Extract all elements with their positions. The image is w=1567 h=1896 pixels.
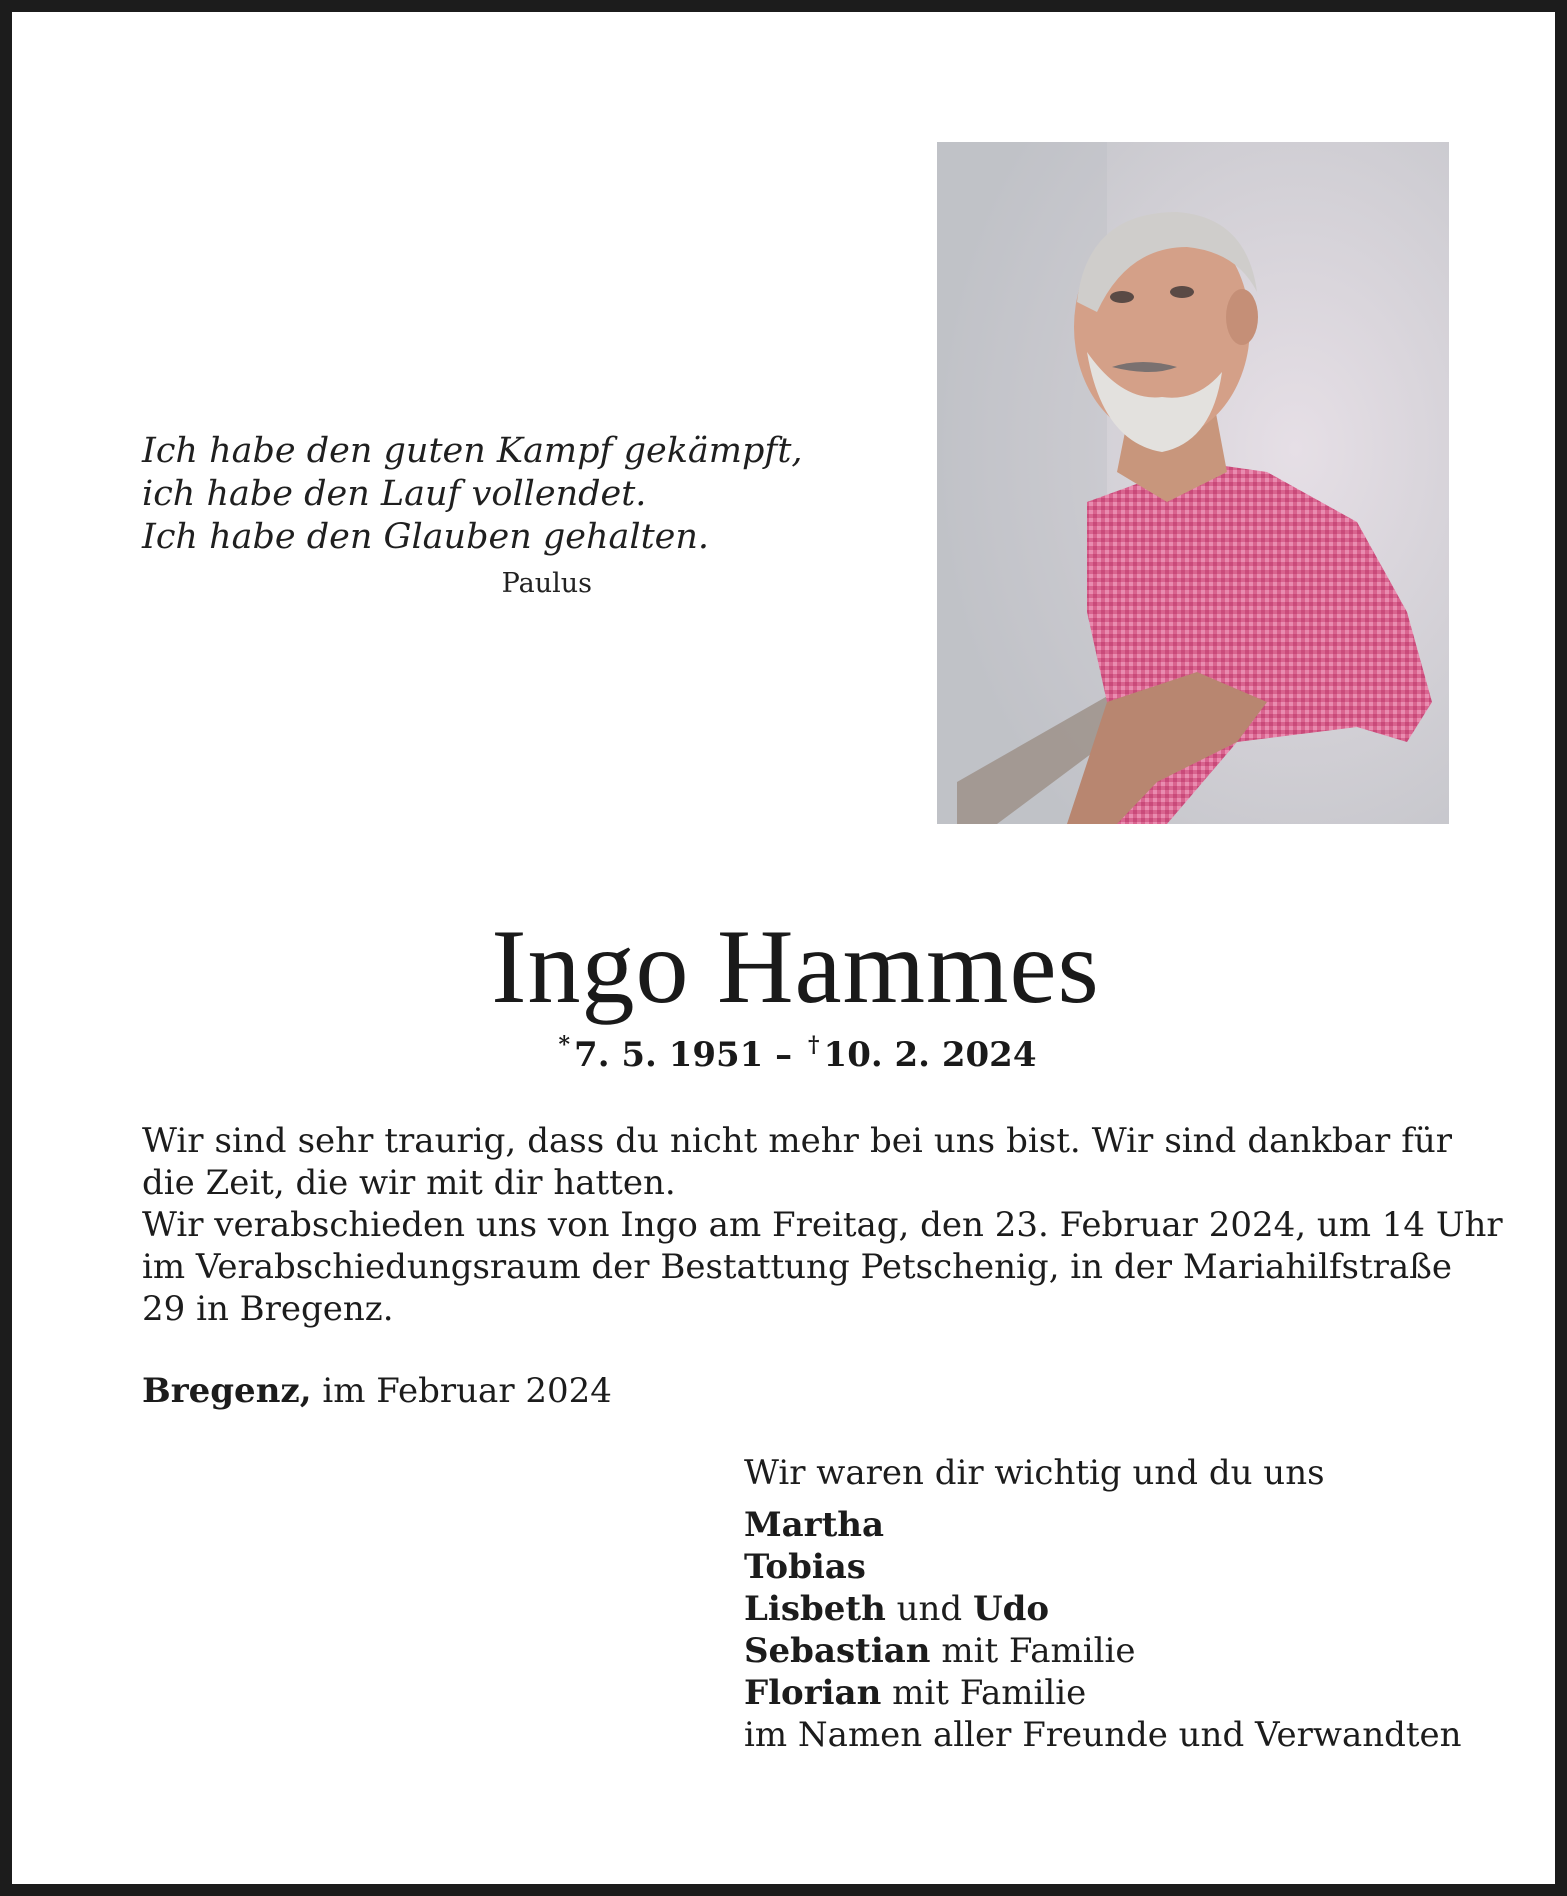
- death-symbol: †: [808, 1032, 820, 1058]
- text-line: die Zeit, die wir mit dir hatten.: [142, 1163, 676, 1203]
- place-date: im Februar 2024: [311, 1371, 612, 1411]
- mourner-suffix: mit Familie: [930, 1631, 1136, 1671]
- mourner-row: [744, 1504, 1464, 1546]
- place-date-line: [142, 1370, 612, 1412]
- obituary-text: [142, 1120, 1503, 1330]
- portrait-illustration: [937, 142, 1449, 824]
- death-date: 10. 2. 2024: [823, 1035, 1037, 1075]
- mourner-row: [744, 1672, 1464, 1714]
- quote-block: [142, 430, 803, 559]
- mourner-name: Martha: [744, 1505, 885, 1545]
- mourner-name: Sebastian: [744, 1631, 931, 1671]
- portrait-photo: [937, 142, 1449, 824]
- quote-author: Paulus: [501, 568, 592, 599]
- mourner-name: Florian: [744, 1673, 882, 1713]
- date-separator: –: [763, 1035, 805, 1075]
- quote-line: Ich habe den guten Kampf gekämpft,: [142, 431, 803, 471]
- mourner-row: [744, 1630, 1464, 1672]
- mourners-closing: im Namen aller Freunde und Verwandten: [744, 1715, 1462, 1755]
- birth-date: 7. 5. 1951: [574, 1035, 764, 1075]
- mourner-name: Tobias: [744, 1547, 866, 1587]
- text-line: Wir sind sehr traurig, dass du nicht mehr bei uns bist. Wir sind dankbar für: [142, 1121, 1452, 1161]
- place-name: Bregenz,: [142, 1371, 312, 1411]
- life-dates: [12, 1032, 1567, 1075]
- mourner-name: Udo: [972, 1589, 1050, 1629]
- text-line: im Verabschiedungsraum der Bestattung Petschenig, in der Mariahilfstraße: [142, 1247, 1453, 1287]
- text-line: 29 in Bregenz.: [142, 1289, 394, 1329]
- birth-symbol: *: [558, 1032, 571, 1058]
- mourners-intro: Wir waren dir wichtig und du uns: [744, 1453, 1325, 1493]
- text-line: Wir verabschieden uns von Ingo am Freitag, den 23. Februar 2024, um 14 Uhr: [142, 1205, 1503, 1245]
- quote-line: ich habe den Lauf vollendet.: [142, 474, 647, 514]
- mourners-block: [744, 1452, 1464, 1756]
- mourner-connector: und: [885, 1589, 973, 1629]
- mourner-row: [744, 1588, 1464, 1630]
- mourner-name: Lisbeth: [744, 1589, 886, 1629]
- mourner-suffix: mit Familie: [881, 1673, 1087, 1713]
- quote-line: Ich habe den Glauben gehalten.: [142, 517, 710, 557]
- deceased-name: Ingo Hammes: [491, 908, 1100, 1025]
- mourner-row: [744, 1546, 1464, 1588]
